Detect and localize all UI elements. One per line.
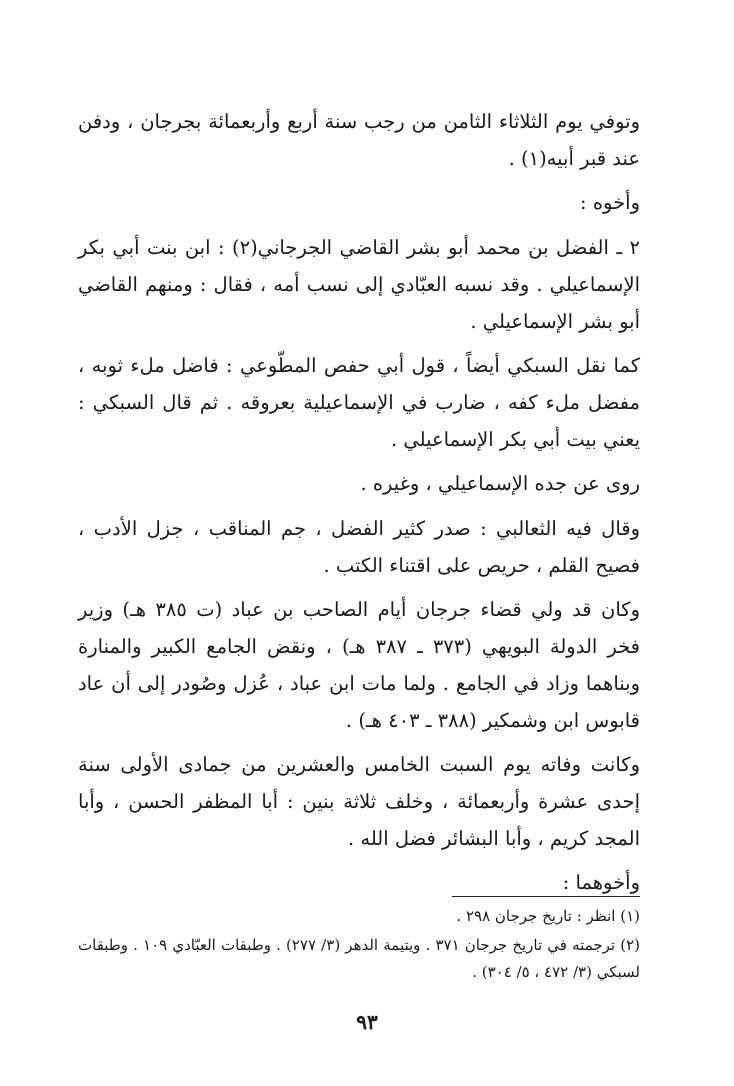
paragraph-brother-heading: وأخوه :	[580, 191, 640, 215]
paragraph-death-note: وتوفي يوم الثلاثاء الثامن من رجب سنة أربع وأربعمائة بجرجان ، ودفن عند قبر أبيه(١) .	[78, 110, 640, 170]
paragraph-subki-quote: كما نقل السبكي أيضاً ، قول أبي حفص المطّوعي : فاضل ملء ثوبه ، مفضل ملء كفه ، ضارب في الإسماعيلية بعروقه . ثم قال السبكي : يعني بيت أبي بكر الإسماعيلي .	[78, 354, 640, 451]
footnote-2: (٢) ترجمته في تاريخ جرجان ٣٧١ . ويتيمة الدهر (٣/ ٢٧٧) . وطبقات العبّادي ١٠٩ . وطبقات لسبكي (٣/ ٤٧٢ ، ٥/ ٣٠٤) .	[78, 936, 640, 981]
paragraph-entry-2: ٢ ـ الفضل بن محمد أبو بشر القاضي الجرجاني(٢) : ابن بنت أبي بكر الإسماعيلي . وقد نسبه العبّادي إلى نسب أمه ، فقال : ومنهم القاضي أبو بشر الإسماعيلي .	[78, 236, 640, 333]
footnotes	[78, 903, 640, 988]
paragraph-death: وكانت وفاته يوم السبت الخامس والعشرين من جمادى الأولى سنة إحدى عشرة وأربعمائة ، وخلف ثلاثة بنين : أبا المظفر الحسن ، وأبا المجد كريم ، وأبا البشائر فضل الله .	[78, 753, 640, 850]
page-number: ٩٣	[356, 1010, 378, 1034]
footnote-divider	[452, 896, 640, 897]
main-text	[78, 104, 640, 902]
footnote-1: (١) انظر : تاريخ جرجان ٢٩٨ .	[456, 907, 640, 925]
paragraph-narration: روى عن جده الإسماعيلي ، وغيره .	[360, 472, 640, 496]
paragraph-thaalibi: وقال فيه الثعالبي : صدر كثير الفضل ، جم المناقب ، جزل الأدب ، فصيح القلم ، حريص على اقتناء الكتب .	[78, 517, 640, 577]
paragraph-their-brother: وأخوهما :	[562, 871, 640, 895]
paragraph-judgeship: وكان قد ولي قضاء جرجان أيام الصاحب بن عباد (ت ٣٨٥ هـ) وزير فخر الدولة البويهي (٣٧٣ ـ ٣٨٧ هـ) ، ونقض الجامع الكبير والمنارة وبناهما وزاد في الجامع . ولما مات ابن عباد ، عُزل وصُودر إلى أن عاد قابوس ابن وشمكير (٣٨٨ ـ ٤٠٣ هـ) .	[78, 598, 641, 732]
